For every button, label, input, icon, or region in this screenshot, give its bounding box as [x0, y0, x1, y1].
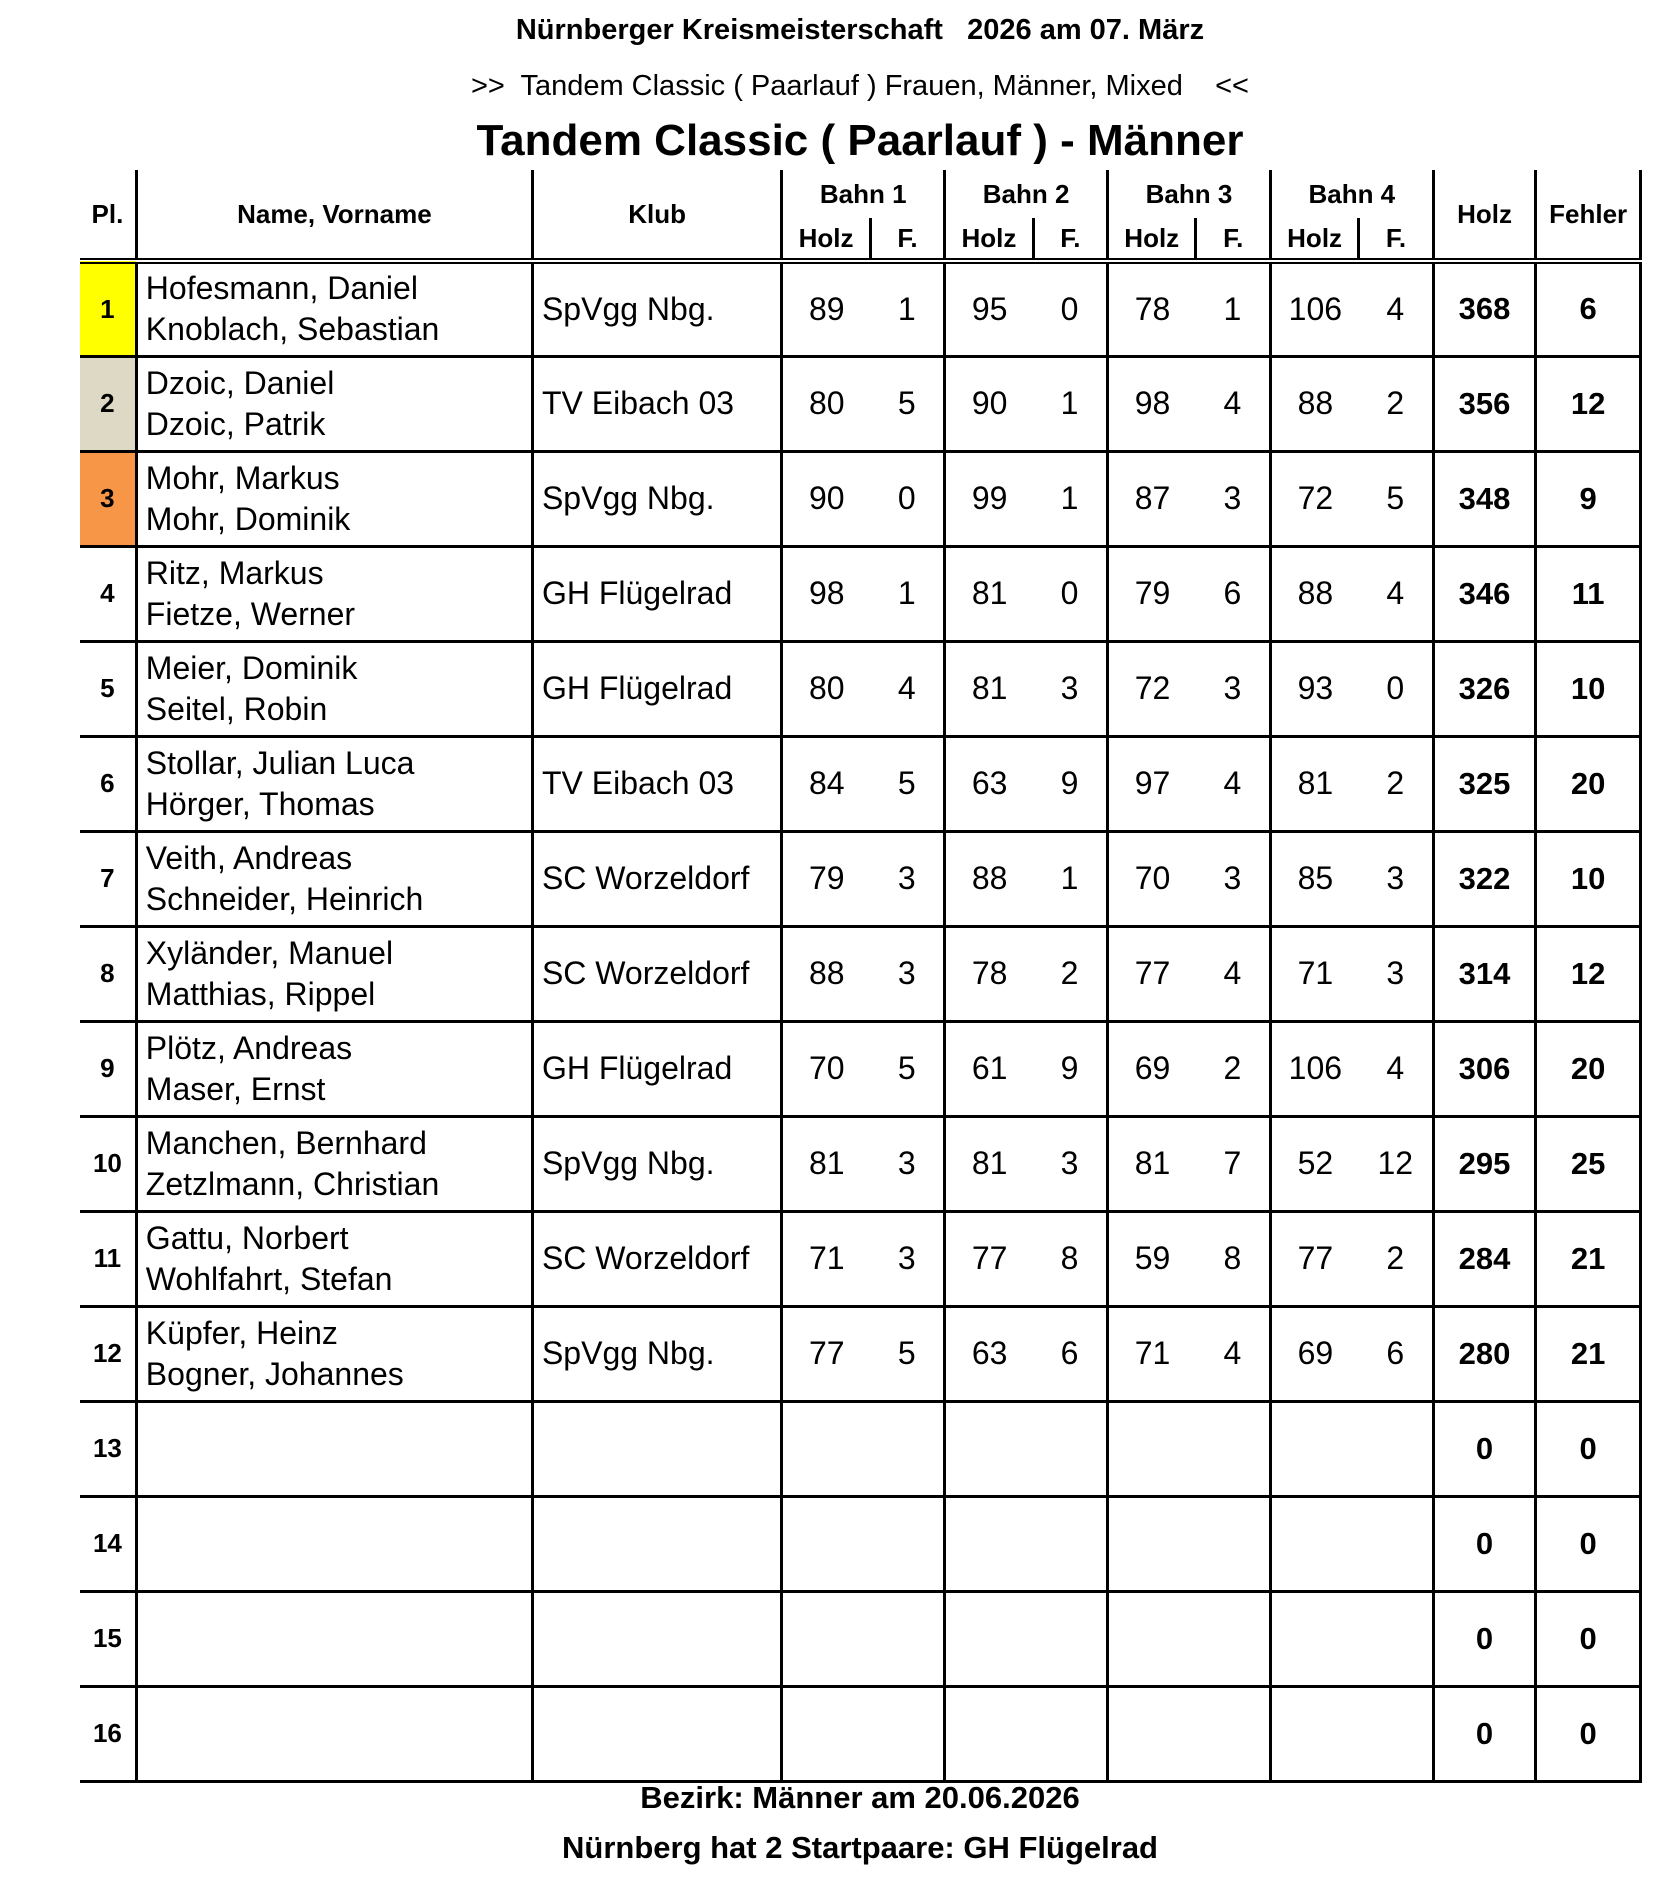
- total-holz-cell: 0: [1433, 1401, 1536, 1496]
- total-fehler-cell: 20: [1536, 1021, 1641, 1116]
- bahn1-holz-cell: 80: [782, 356, 870, 451]
- bahn3-holz-cell: 77: [1108, 926, 1196, 1021]
- name-cell: [136, 1021, 532, 1116]
- player-name-1: Stollar, Julian Luca: [145, 744, 415, 781]
- club-cell: [532, 1591, 781, 1686]
- player-name-2: Bogner, Johannes: [145, 1355, 404, 1392]
- name-cell: [136, 831, 532, 926]
- name-cell: [136, 1306, 532, 1401]
- total-fehler-cell: 9: [1536, 451, 1641, 546]
- results-body: [80, 261, 1641, 1781]
- bahn3-fehler-cell: 4: [1196, 736, 1270, 831]
- col-header-bahn4-f: F.: [1359, 218, 1433, 261]
- bahn1-holz-cell: [782, 1496, 870, 1591]
- bahn2-holz-cell: 81: [945, 641, 1033, 736]
- bahn4-holz-cell: [1270, 1591, 1358, 1686]
- club-cell: SC Worzeldorf: [532, 1211, 781, 1306]
- bahn3-holz-cell: [1108, 1401, 1196, 1496]
- name-cell: [136, 1211, 532, 1306]
- bahn1-fehler-cell: 5: [870, 1306, 944, 1401]
- name-cell: [136, 1401, 532, 1496]
- bahn1-fehler-cell: 5: [870, 1021, 944, 1116]
- player-name-2: Maser, Ernst: [145, 1070, 326, 1107]
- bahn3-fehler-cell: 2: [1196, 1021, 1270, 1116]
- col-header-bahn1-holz: Holz: [782, 218, 870, 261]
- bahn3-fehler-cell: 3: [1196, 451, 1270, 546]
- bahn4-holz-cell: 106: [1270, 261, 1358, 356]
- col-header-bahn1-f: F.: [870, 218, 944, 261]
- bahn4-fehler-cell: 2: [1359, 736, 1433, 831]
- footer-note-startpaare: Nürnberg hat 2 Startpaare: GH Flügelrad: [562, 1830, 1158, 1865]
- bahn2-fehler-cell: 9: [1033, 1021, 1107, 1116]
- bahn4-fehler-cell: 3: [1359, 831, 1433, 926]
- bahn4-holz-cell: 93: [1270, 641, 1358, 736]
- bahn4-holz-cell: 71: [1270, 926, 1358, 1021]
- page-title: Tandem Classic ( Paarlauf ) - Männer: [476, 116, 1244, 165]
- player-name-2: Dzoic, Patrik: [145, 405, 326, 442]
- col-header-bahn2-holz: Holz: [945, 218, 1033, 261]
- bahn4-fehler-cell: [1359, 1686, 1433, 1781]
- total-holz-cell: 280: [1433, 1306, 1536, 1401]
- table-row: [80, 1116, 1641, 1211]
- player-name-1: Meier, Dominik: [145, 649, 358, 686]
- table-row: [80, 926, 1641, 1021]
- bahn2-holz-cell: 78: [945, 926, 1033, 1021]
- col-header-name: Name, Vorname: [136, 170, 532, 261]
- bahn3-holz-cell: 69: [1108, 1021, 1196, 1116]
- bahn1-fehler-cell: 3: [870, 1211, 944, 1306]
- bahn1-holz-cell: 81: [782, 1116, 870, 1211]
- bahn4-holz-cell: 81: [1270, 736, 1358, 831]
- bahn4-fehler-cell: 12: [1359, 1116, 1433, 1211]
- bahn4-holz-cell: [1270, 1686, 1358, 1781]
- placement-cell: 16: [80, 1686, 136, 1781]
- placement-cell: 11: [80, 1211, 136, 1306]
- club-cell: SC Worzeldorf: [532, 926, 781, 1021]
- bahn4-holz-cell: 85: [1270, 831, 1358, 926]
- bahn4-holz-cell: 52: [1270, 1116, 1358, 1211]
- bahn3-fehler-cell: [1196, 1591, 1270, 1686]
- name-cell: [136, 356, 532, 451]
- table-row: [80, 546, 1641, 641]
- bahn3-fehler-cell: 6: [1196, 546, 1270, 641]
- total-holz-cell: 314: [1433, 926, 1536, 1021]
- name-cell: [136, 1686, 532, 1781]
- bahn4-holz-cell: 69: [1270, 1306, 1358, 1401]
- bahn1-holz-cell: [782, 1591, 870, 1686]
- bahn2-holz-cell: 77: [945, 1211, 1033, 1306]
- bahn1-holz-cell: [782, 1401, 870, 1496]
- table-row: [80, 1021, 1641, 1116]
- total-fehler-cell: 0: [1536, 1686, 1641, 1781]
- bahn2-fehler-cell: [1033, 1496, 1107, 1591]
- club-cell: GH Flügelrad: [532, 1021, 781, 1116]
- table-row: [80, 1306, 1641, 1401]
- total-holz-cell: 0: [1433, 1686, 1536, 1781]
- table-row: [80, 1686, 1641, 1781]
- club-cell: [532, 1686, 781, 1781]
- placement-cell: 13: [80, 1401, 136, 1496]
- player-name-1: Ritz, Markus: [145, 554, 324, 591]
- bahn1-fehler-cell: 3: [870, 1116, 944, 1211]
- total-holz-cell: 284: [1433, 1211, 1536, 1306]
- total-fehler-cell: 12: [1536, 926, 1641, 1021]
- bahn3-holz-cell: 72: [1108, 641, 1196, 736]
- club-cell: [532, 1401, 781, 1496]
- table-row: [80, 356, 1641, 451]
- club-cell: SpVgg Nbg.: [532, 1116, 781, 1211]
- placement-cell: 10: [80, 1116, 136, 1211]
- name-cell: [136, 546, 532, 641]
- table-row: [80, 736, 1641, 831]
- bahn3-fehler-cell: 7: [1196, 1116, 1270, 1211]
- total-holz-cell: 306: [1433, 1021, 1536, 1116]
- total-fehler-cell: 10: [1536, 641, 1641, 736]
- bahn1-fehler-cell: [870, 1686, 944, 1781]
- bahn2-fehler-cell: 6: [1033, 1306, 1107, 1401]
- bahn3-holz-cell: 87: [1108, 451, 1196, 546]
- bahn1-holz-cell: 80: [782, 641, 870, 736]
- bahn2-holz-cell: [945, 1591, 1033, 1686]
- total-fehler-cell: 6: [1536, 261, 1641, 356]
- bahn2-fehler-cell: [1033, 1401, 1107, 1496]
- placement-cell: 9: [80, 1021, 136, 1116]
- name-cell: [136, 736, 532, 831]
- total-holz-cell: 325: [1433, 736, 1536, 831]
- bahn3-fehler-cell: 4: [1196, 1306, 1270, 1401]
- total-fehler-cell: 20: [1536, 736, 1641, 831]
- col-header-bahn4-holz: Holz: [1270, 218, 1358, 261]
- bahn3-fehler-cell: 1: [1196, 261, 1270, 356]
- bahn1-fehler-cell: 0: [870, 451, 944, 546]
- placement-cell: 1: [80, 261, 136, 356]
- player-name-2: Schneider, Heinrich: [145, 880, 424, 917]
- bahn1-fehler-cell: 3: [870, 831, 944, 926]
- total-holz-cell: 0: [1433, 1496, 1536, 1591]
- club-cell: [532, 1496, 781, 1591]
- placement-cell: 12: [80, 1306, 136, 1401]
- results-table: [80, 170, 1642, 1783]
- bahn2-fehler-cell: 1: [1033, 451, 1107, 546]
- bahn4-fehler-cell: 2: [1359, 356, 1433, 451]
- club-cell: SpVgg Nbg.: [532, 451, 781, 546]
- bahn4-fehler-cell: [1359, 1591, 1433, 1686]
- bahn4-fehler-cell: 5: [1359, 451, 1433, 546]
- bahn4-holz-cell: 77: [1270, 1211, 1358, 1306]
- name-cell: [136, 1496, 532, 1591]
- player-name-1: Hofesmann, Daniel: [145, 270, 418, 307]
- col-header-total-fehler: Fehler: [1536, 170, 1641, 261]
- bahn3-fehler-cell: [1196, 1401, 1270, 1496]
- name-cell: [136, 926, 532, 1021]
- total-fehler-cell: 21: [1536, 1211, 1641, 1306]
- player-name-1: Dzoic, Daniel: [145, 364, 335, 401]
- bahn4-holz-cell: 106: [1270, 1021, 1358, 1116]
- bahn1-holz-cell: 90: [782, 451, 870, 546]
- bahn2-fehler-cell: 3: [1033, 1116, 1107, 1211]
- name-cell: [136, 641, 532, 736]
- bahn1-holz-cell: 89: [782, 261, 870, 356]
- total-holz-cell: 348: [1433, 451, 1536, 546]
- player-name-1: Xyländer, Manuel: [145, 934, 394, 971]
- bahn3-holz-cell: 70: [1108, 831, 1196, 926]
- bahn3-holz-cell: 81: [1108, 1116, 1196, 1211]
- total-fehler-cell: 0: [1536, 1591, 1641, 1686]
- bahn4-holz-cell: 72: [1270, 451, 1358, 546]
- bahn1-holz-cell: 70: [782, 1021, 870, 1116]
- player-name-2: Matthias, Rippel: [145, 975, 376, 1012]
- club-cell: GH Flügelrad: [532, 641, 781, 736]
- bahn4-fehler-cell: 4: [1359, 546, 1433, 641]
- bahn3-holz-cell: 79: [1108, 546, 1196, 641]
- player-name-1: Manchen, Bernhard: [145, 1124, 427, 1161]
- club-cell: GH Flügelrad: [532, 546, 781, 641]
- bahn1-holz-cell: 79: [782, 831, 870, 926]
- table-row: [80, 261, 1641, 356]
- player-name-2: Seitel, Robin: [145, 690, 328, 727]
- bahn3-holz-cell: [1108, 1591, 1196, 1686]
- player-name-1: Plötz, Andreas: [145, 1029, 353, 1066]
- total-fehler-cell: 0: [1536, 1401, 1641, 1496]
- bahn2-holz-cell: [945, 1496, 1033, 1591]
- table-row: [80, 1496, 1641, 1591]
- bahn2-fehler-cell: 9: [1033, 736, 1107, 831]
- bahn3-fehler-cell: 4: [1196, 356, 1270, 451]
- bahn2-fehler-cell: 1: [1033, 356, 1107, 451]
- bahn2-holz-cell: 61: [945, 1021, 1033, 1116]
- bahn4-fehler-cell: 0: [1359, 641, 1433, 736]
- col-header-bahn3-f: F.: [1196, 218, 1270, 261]
- bahn1-fehler-cell: 4: [870, 641, 944, 736]
- total-holz-cell: 356: [1433, 356, 1536, 451]
- table-row: [80, 1401, 1641, 1496]
- player-name-1: Veith, Andreas: [145, 839, 353, 876]
- total-holz-cell: 295: [1433, 1116, 1536, 1211]
- name-cell: [136, 261, 532, 356]
- total-holz-cell: 368: [1433, 261, 1536, 356]
- bahn4-holz-cell: [1270, 1401, 1358, 1496]
- table-row: [80, 1211, 1641, 1306]
- bahn1-holz-cell: 88: [782, 926, 870, 1021]
- bahn1-fehler-cell: 5: [870, 356, 944, 451]
- bahn1-fehler-cell: [870, 1401, 944, 1496]
- event-subtitle: >> Tandem Classic ( Paarlauf ) Frauen, Männer, Mixed <<: [470, 70, 1249, 102]
- name-cell: [136, 451, 532, 546]
- total-fehler-cell: 10: [1536, 831, 1641, 926]
- col-header-klub: Klub: [532, 170, 781, 261]
- bahn2-fehler-cell: 3: [1033, 641, 1107, 736]
- bahn1-holz-cell: 71: [782, 1211, 870, 1306]
- player-name-1: Mohr, Markus: [145, 459, 340, 496]
- bahn4-fehler-cell: [1359, 1496, 1433, 1591]
- bahn2-fehler-cell: 1: [1033, 831, 1107, 926]
- bahn2-fehler-cell: 0: [1033, 546, 1107, 641]
- placement-cell: 6: [80, 736, 136, 831]
- bahn2-holz-cell: 88: [945, 831, 1033, 926]
- bahn2-holz-cell: [945, 1686, 1033, 1781]
- bahn4-fehler-cell: [1359, 1401, 1433, 1496]
- bahn2-holz-cell: 99: [945, 451, 1033, 546]
- bahn3-holz-cell: 78: [1108, 261, 1196, 356]
- bahn4-fehler-cell: 4: [1359, 261, 1433, 356]
- bahn1-fehler-cell: 1: [870, 261, 944, 356]
- placement-cell: 3: [80, 451, 136, 546]
- player-name-2: Hörger, Thomas: [145, 785, 375, 822]
- player-name-1: Küpfer, Heinz: [145, 1314, 338, 1351]
- footer-note-bezirk: Bezirk: Männer am 20.06.2026: [640, 1780, 1080, 1815]
- bahn1-fehler-cell: 5: [870, 736, 944, 831]
- player-name-1: Gattu, Norbert: [145, 1219, 349, 1256]
- bahn2-holz-cell: 90: [945, 356, 1033, 451]
- bahn2-holz-cell: 81: [945, 1116, 1033, 1211]
- club-cell: TV Eibach 03: [532, 356, 781, 451]
- event-title: Nürnberger Kreismeisterschaft 2026 am 07. März: [515, 14, 1205, 46]
- bahn4-holz-cell: [1270, 1496, 1358, 1591]
- bahn1-fehler-cell: [870, 1591, 944, 1686]
- bahn4-fehler-cell: 4: [1359, 1021, 1433, 1116]
- player-name-2: Zetzlmann, Christian: [145, 1165, 440, 1202]
- bahn4-fehler-cell: 2: [1359, 1211, 1433, 1306]
- bahn2-fehler-cell: [1033, 1686, 1107, 1781]
- bahn1-fehler-cell: 1: [870, 546, 944, 641]
- placement-cell: 5: [80, 641, 136, 736]
- bahn3-holz-cell: [1108, 1496, 1196, 1591]
- bahn3-fehler-cell: 4: [1196, 926, 1270, 1021]
- bahn2-fehler-cell: 0: [1033, 261, 1107, 356]
- bahn3-fehler-cell: 3: [1196, 641, 1270, 736]
- total-holz-cell: 322: [1433, 831, 1536, 926]
- col-header-bahn3-holz: Holz: [1108, 218, 1196, 261]
- total-holz-cell: 0: [1433, 1591, 1536, 1686]
- table-row: [80, 451, 1641, 546]
- col-header-bahn3: Bahn 3: [1108, 170, 1271, 218]
- table-row: [80, 831, 1641, 926]
- bahn1-fehler-cell: 3: [870, 926, 944, 1021]
- total-fehler-cell: 0: [1536, 1496, 1641, 1591]
- name-cell: [136, 1116, 532, 1211]
- bahn3-fehler-cell: 8: [1196, 1211, 1270, 1306]
- total-holz-cell: 326: [1433, 641, 1536, 736]
- placement-cell: 15: [80, 1591, 136, 1686]
- player-name-2: Wohlfahrt, Stefan: [145, 1260, 393, 1297]
- club-cell: SC Worzeldorf: [532, 831, 781, 926]
- placement-cell: 7: [80, 831, 136, 926]
- total-fehler-cell: 21: [1536, 1306, 1641, 1401]
- bahn2-fehler-cell: [1033, 1591, 1107, 1686]
- bahn2-fehler-cell: 2: [1033, 926, 1107, 1021]
- bahn2-fehler-cell: 8: [1033, 1211, 1107, 1306]
- club-cell: SpVgg Nbg.: [532, 261, 781, 356]
- total-fehler-cell: 25: [1536, 1116, 1641, 1211]
- bahn3-holz-cell: 97: [1108, 736, 1196, 831]
- club-cell: TV Eibach 03: [532, 736, 781, 831]
- bahn3-fehler-cell: [1196, 1686, 1270, 1781]
- bahn1-holz-cell: 98: [782, 546, 870, 641]
- bahn4-holz-cell: 88: [1270, 546, 1358, 641]
- name-cell: [136, 1591, 532, 1686]
- bahn3-holz-cell: 71: [1108, 1306, 1196, 1401]
- player-name-2: Fietze, Werner: [145, 595, 356, 632]
- bahn3-fehler-cell: 3: [1196, 831, 1270, 926]
- bahn2-holz-cell: 63: [945, 1306, 1033, 1401]
- bahn1-holz-cell: 84: [782, 736, 870, 831]
- col-header-pl: Pl.: [80, 170, 136, 261]
- bahn2-holz-cell: 81: [945, 546, 1033, 641]
- bahn3-holz-cell: 98: [1108, 356, 1196, 451]
- table-row: [80, 1591, 1641, 1686]
- player-name-2: Knoblach, Sebastian: [145, 311, 440, 348]
- bahn3-holz-cell: [1108, 1686, 1196, 1781]
- bahn4-fehler-cell: 3: [1359, 926, 1433, 1021]
- placement-cell: 8: [80, 926, 136, 1021]
- bahn4-fehler-cell: 6: [1359, 1306, 1433, 1401]
- bahn2-holz-cell: [945, 1401, 1033, 1496]
- bahn2-holz-cell: 95: [945, 261, 1033, 356]
- bahn4-holz-cell: 88: [1270, 356, 1358, 451]
- col-header-bahn2-f: F.: [1033, 218, 1107, 261]
- bahn1-holz-cell: 77: [782, 1306, 870, 1401]
- col-header-total-holz: Holz: [1433, 170, 1536, 261]
- bahn1-holz-cell: [782, 1686, 870, 1781]
- bahn3-fehler-cell: [1196, 1496, 1270, 1591]
- total-fehler-cell: 12: [1536, 356, 1641, 451]
- placement-cell: 2: [80, 356, 136, 451]
- col-header-bahn4: Bahn 4: [1270, 170, 1433, 218]
- bahn2-holz-cell: 63: [945, 736, 1033, 831]
- bahn1-fehler-cell: [870, 1496, 944, 1591]
- col-header-bahn1: Bahn 1: [782, 170, 945, 218]
- col-header-bahn2: Bahn 2: [945, 170, 1108, 218]
- total-fehler-cell: 11: [1536, 546, 1641, 641]
- club-cell: SpVgg Nbg.: [532, 1306, 781, 1401]
- bahn3-holz-cell: 59: [1108, 1211, 1196, 1306]
- placement-cell: 4: [80, 546, 136, 641]
- table-row: [80, 641, 1641, 736]
- placement-cell: 14: [80, 1496, 136, 1591]
- total-holz-cell: 346: [1433, 546, 1536, 641]
- player-name-2: Mohr, Dominik: [145, 500, 351, 537]
